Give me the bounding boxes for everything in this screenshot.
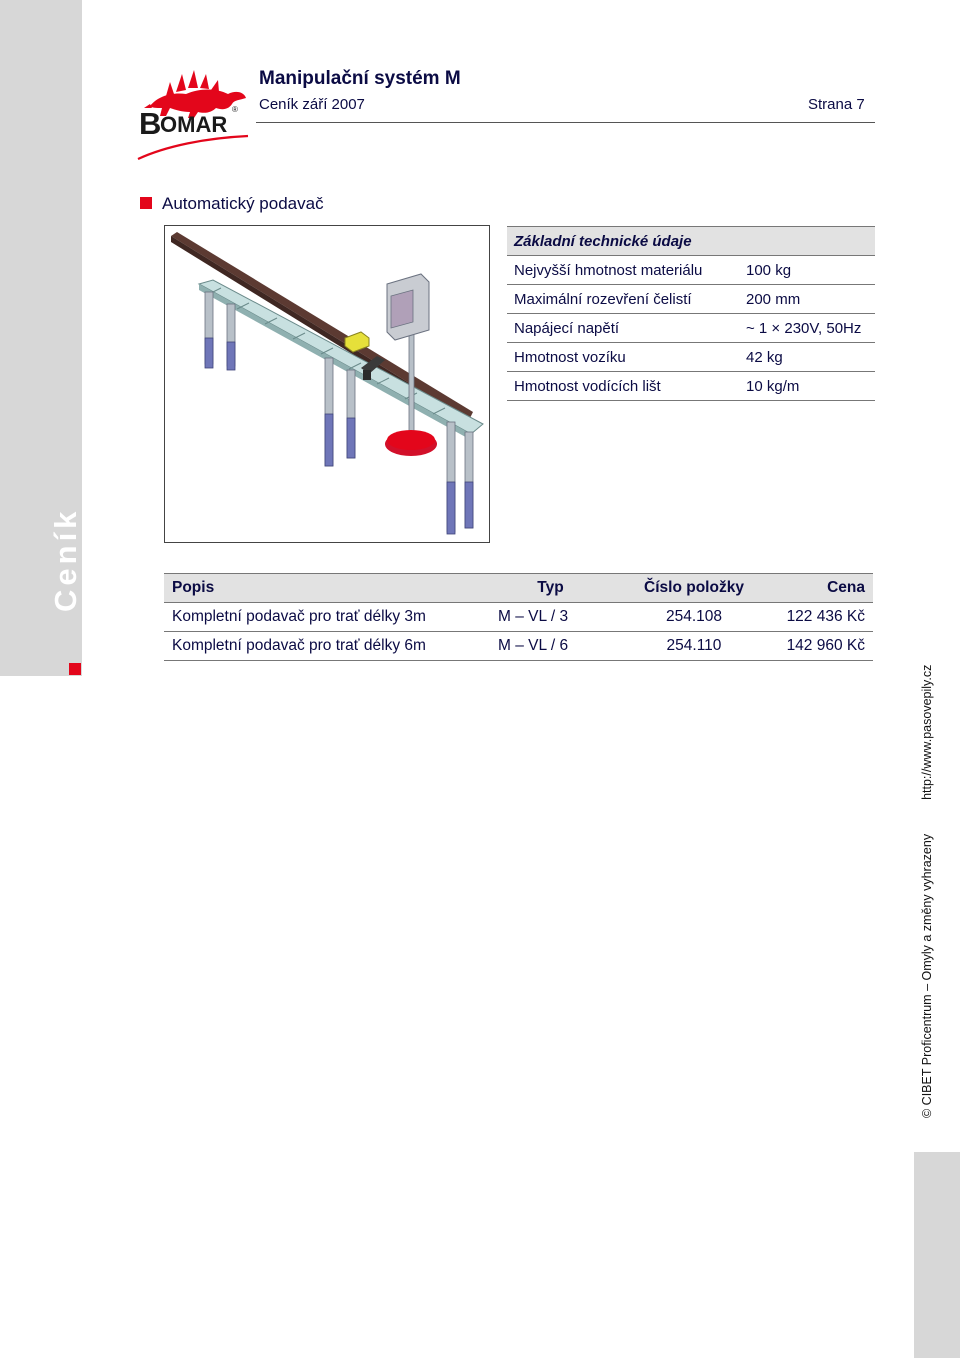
header-divider xyxy=(256,122,875,123)
sidebar-label: Ceník xyxy=(48,507,83,612)
spec-label: Hmotnost vodících lišt xyxy=(507,372,736,401)
document-title: Manipulační systém M xyxy=(259,68,461,89)
spec-row xyxy=(507,314,875,343)
item-price: 122 436 Kč xyxy=(777,603,873,632)
product-image-frame xyxy=(164,225,490,543)
specs-heading: Základní technické údaje xyxy=(507,227,875,256)
item-price: 142 960 Kč xyxy=(777,632,873,661)
item-type: M – VL / 3 xyxy=(490,603,611,632)
spec-label: Napájecí napětí xyxy=(507,314,736,343)
col-header-cislo: Číslo položky xyxy=(611,574,777,603)
specs-header-row xyxy=(507,227,875,256)
spec-label: Hmotnost vozíku xyxy=(507,343,736,372)
footer-url[interactable]: http://www.pasovepily.cz xyxy=(920,664,934,800)
spec-label: Nejvyšší hmotnost materiálu xyxy=(507,256,736,285)
item-type: M – VL / 6 xyxy=(490,632,611,661)
technical-specs-table xyxy=(507,226,875,401)
spec-value: 10 kg/m xyxy=(736,372,875,401)
col-header-popis: Popis xyxy=(164,574,490,603)
document-subtitle: Ceník září 2007 xyxy=(259,96,365,113)
spec-label: Maximální rozevření čelistí xyxy=(507,285,736,314)
logo-letter-b: B xyxy=(139,106,162,141)
price-row xyxy=(164,603,873,632)
sidebar-red-marker xyxy=(69,663,81,675)
item-number: 254.110 xyxy=(611,632,777,661)
bottom-gray-box xyxy=(914,1152,960,1358)
item-description: Kompletní podavač pro trať délky 3m xyxy=(164,603,490,632)
item-description: Kompletní podavač pro trať délky 6m xyxy=(164,632,490,661)
section-title: Automatický podavač xyxy=(162,194,324,213)
automatic-feeder-illustration xyxy=(165,226,489,542)
col-header-typ: Typ xyxy=(490,574,611,603)
bomar-logo xyxy=(136,66,250,162)
col-header-cena: Cena xyxy=(777,574,873,603)
registered-mark: ® xyxy=(232,105,238,114)
spec-row xyxy=(507,285,875,314)
spec-value: ~ 1 × 230V, 50Hz xyxy=(736,314,875,343)
price-header-row xyxy=(164,574,873,603)
spec-row xyxy=(507,343,875,372)
spec-row xyxy=(507,256,875,285)
spec-value: 100 kg xyxy=(736,256,875,285)
spec-row xyxy=(507,372,875,401)
footer-copyright: © CIBET Proficentrum – Omyly a změny vyhrazeny xyxy=(920,833,934,1118)
item-number: 254.108 xyxy=(611,603,777,632)
spec-value: 42 kg xyxy=(736,343,875,372)
spec-value: 200 mm xyxy=(736,285,875,314)
vertical-footer xyxy=(920,665,934,1118)
price-table xyxy=(164,573,873,661)
page-number: Strana 7 xyxy=(808,96,865,113)
price-row xyxy=(164,632,873,661)
logo-text: OMAR xyxy=(160,112,228,137)
section-bullet xyxy=(140,197,152,209)
